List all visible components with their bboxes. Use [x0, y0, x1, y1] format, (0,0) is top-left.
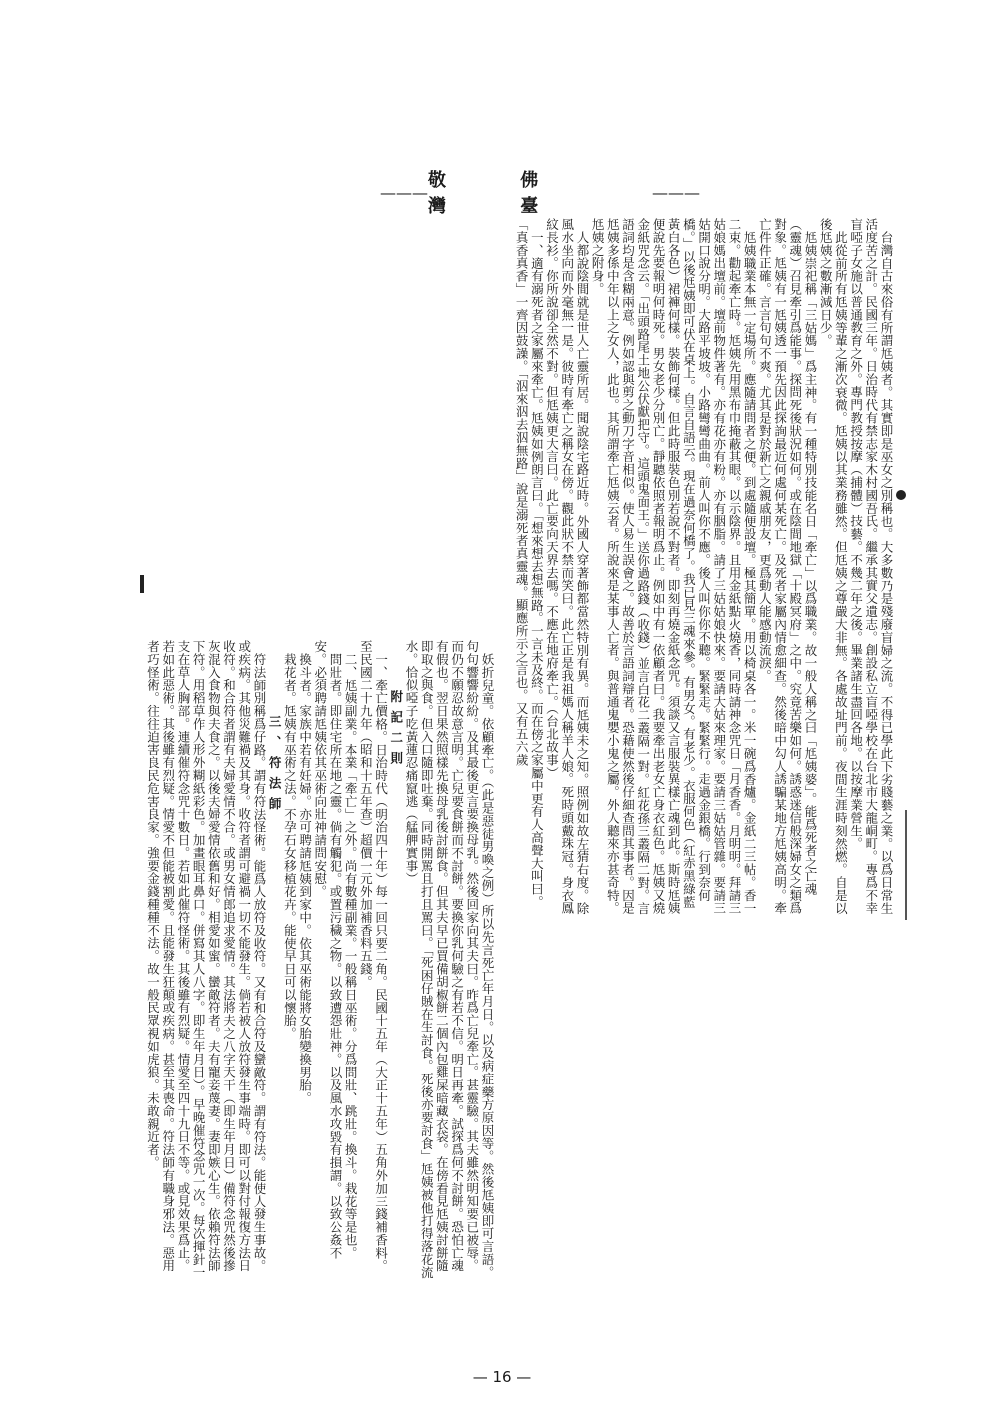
scan-speck: [896, 490, 906, 500]
paragraph: 二、尪姨副業。本業「牽亡」之外。尚有數種副業。一般稱日巫術。分爲問壯、跳壯。換斗。栽花等是也。: [343, 652, 359, 1259]
appendix-title: 附記二則: [388, 690, 404, 772]
scan-line: [905, 810, 907, 920]
paragraph: 台灣自古來俗有所謂尪姨者。其實即是巫女之別稱也。大多數乃是殘廢盲婦之流。不得已學此下劣賤藝之業。以爲日常生活度苦之計。民國三年。日治時代有禁志家木村國吾氏。繼承其實父遺志。創設私立盲啞學校在台北市大龍峒町。專爲不幸盲啞子女施以普通教育之外。專門教授按摩（捕體）技藝。不幾二年之後。畢業諸生盡回各地。以按摩業營生。: [848, 218, 894, 915]
left-text-block: [145, 640, 495, 1280]
paragraph: 此從前所有尪姨等輩之漸次衰微。尪姨以其業務雖然。但尪姨之尊嚴大非無。各處故址門前。夜間生涯時刻然燃。自是以後尪姨之數漸減日少。: [818, 218, 849, 915]
section-title: 三、符法師: [267, 715, 283, 818]
paragraph: 栽花者。尪姨有巫術之法。不孕石女移植花卉。能使早日可以懷胎。: [282, 652, 298, 1040]
paragraph: 尪姨崇祀稱「三姑媽」爲主神。有一種特別技能名日「牽亡」以爲職業。故一般人稱之曰「尪姨婆」。能爲死者之亡魂（靈魂）召見牽引爲能事。探問死後狀況如何。或在陰間地獄「十殿冥府」之中。究竟苦樂如何。誘惑迷信般深婦女之類爲對象。尪姨有一尪姨透一預先因此探詢最近何處何某死亡。及死者家屬內情愈細查。然後暗中勾人誘騙某地方尪姨高明。牽亡件件正確。言言句句不爽。尤其是對於新亡之親戚朋友，更爲動人能感動流淚。: [757, 218, 818, 915]
page-number: — 16 —: [472, 1368, 532, 1386]
right-text-block: [499, 218, 894, 918]
paragraph: 符法師別稱爲仔路。謂有符法怪術。能爲人放符及收符。又有和合符及蠻敵符。謂有符法。能使人發生事故。或疾病。其他災難禍及其身。收符者謂可避禍一切不能發生。倘若被人放符發生事端時。即可以對付報復方法日收符。和合符者謂有夫婦愛情不合。或男女情郎追求愛情。其法將夫之八字天干（即生年月日）備符念咒然後摻灰混入食物與夫食之。以後夫婦愛情依舊和好。相愛如蜜。蠻敵符者。夫有寵妾蔑妻。妻即嫉心生。依賴符法師下符。用稻草作人形外糊紙彩色。加畫眼耳鼻口。併寫其人八字。即生年月日）。早晚催符念咒一次。每次揮針一支在草人胸部。連續催符念咒十數日。若如此催符怪術。其後雖有烈疑。情愛至四十九日不等。或見效果爲止。若如此惡術。其後雖有烈疑。情愛不但能被割愛。且能發生狂顛或疾病。甚至其喪命。符法師有職身邪法。惡用者巧怪術。往往迫害良民危害良家。強要金錢種種不法。故一般民眾視如虎狼。未敢親近者。: [145, 640, 267, 1279]
page-header: [380, 170, 700, 217]
paragraph: 一、牽亡價格。日治時代（明治四十年）每一回只要二角。民國十五年（大正十五年）五角外加三錢補香料。至民國二十九年（昭和十五年查）超價一元外加補香料五錢。: [358, 640, 389, 1272]
scan-speck: [140, 575, 144, 593]
paragraph: 妖折兒童。依顧牽亡。（此是惡徒男喚之例）所以先言死亡年月日。以及病症藥方原因等。然後尪姨即可言語。句句響響紛紛。及其最後更言要換母乳。然後回家向其夫曰。昨爲亡兒牽亡。甚靈驗。其夫雖然明知要已被辱。而仍不願忍故意言明。亡兒要食餅而不討餅。要換你乳何驗之有若不信。明日再牽。試探爲何不討餅。恐怕亡魂有假也。翌日果然照樣先換母乳後討餅食。但其夫早已買備胡椒餅二個內包雞屎暗藏衣袋。在傍看見尪姨討餅隨即取之與食。但入口隨即吐棄。同時開罵且打且罵曰。「死困仔賊在生討食。死後亦要討食」尪姨被他打得落花流水。恰似啞子吃黃蓮忍痛竄逃（艋舺實事）: [403, 640, 495, 1279]
paragraph: 換斗者。家族中若有妊婦。亦可聘請尪姨到家中。依其巫術能將女胎變換男胎。: [297, 652, 313, 1104]
header-left-dash: ———: [380, 182, 428, 202]
running-title: 敬 佛 灣 臺: [428, 170, 573, 217]
paragraph: 一、適有溺死者之家屬來牽亡。尪姨如例朗言曰。「想來想去想無路。一言未及終。而在傍之家屬中更有人高聲大叫曰。「真香真香」一齊因鼓譟。「泅來泅去泅無路」說是溺死者真靈魂。顯應所示之言也。又有五六歲: [514, 218, 545, 908]
paragraph: 尪姨職業本無一定場所。應隨請問者之便。到處隨便設壇。極其簡單。用以椅桌各一。米一碗爲香爐。金紙二三帖。香一二束。勸起牽亡時。尪姨先用黑布巾掩蔽其眼。以示陰界。且用金紙點火燒香，同時請神念咒日「月香香。月明明。拜請三姑娘媽出壇前。壇前物件著有。亦有花亦有粉。亦有胭脂。請了三姑姑娘快來。要請大姑來理家。要請三姑姑管雜。要請三姑開口說分明。大路平坡坡。小路彎彎曲曲。前人叫你不應。後人叫你你不聽。緊緊走。緊緊行。走過金銀橋。行到奈何橋。」以後尪姨即可伏在桌上。自言自語云。現在過奈何橋了。我已見三魂來參。有男女。有老少。衣服何色（紅赤黑綠藍黃白各色）裙褲何樣。裝飾何樣。但此時服裝色別若說不對者。即刻再燒金紙念咒。須談又言服裝異樣亡魂到此。斯時尪姨便說先要報明何時死。男女老少分別亡。靜聽依照者報明爲止。例如中有一依顧者曰。我要牽出老女亡身衣紅色。尪姨又燒金紙咒念云。「出頭路尾土地公伏獻把守。這頭鬼面王。」送你過路錢（收錢）並言白花二叢隔一對。紅花孫三叢隔二對。言語詞均是含糊兩意。例如認與剪之動刀字音相似。使人易生誤會之。故善於言語詞辯者。恐藉使然後仔細查問其事者。因是尪姨多係中年以上之女人，此也。其所謂牽亡尪姨云者。所說來是某事人亡者。與普通鬼嬰小鬼之屬。外人聽來亦甚奇特。尪姨之附身。: [590, 218, 758, 915]
paragraph: 人都說陰間就是世人亡靈所居。聞說陰宅路近時。外國人穿著飾都當然特別有異。而尪姨未之知。照例如故左猜右度。除風水坐向而外毫無一是。彼時有牽亡之稱女在傍。觀此狀不禁而笑曰。此亡正是我祖媽人稱羊人娘。死時頭戴珠冠。身衣鳳紋長衫。你所說卻全然不對。但尪姨更大言曰。此亡要向天界去嗎。不應在地府牽亡。（台北故事）: [544, 218, 590, 915]
header-right-dash: ———: [652, 182, 700, 202]
paragraph: 問壯者。即住宅所在地之靈。倘有觸犯。或置污穢之物。以致遭怨壯神。以及風水攻毀有損謂。以致公姦不安。必須聘請尪姨依其巫術向壯神請問安慰。: [312, 640, 343, 1259]
